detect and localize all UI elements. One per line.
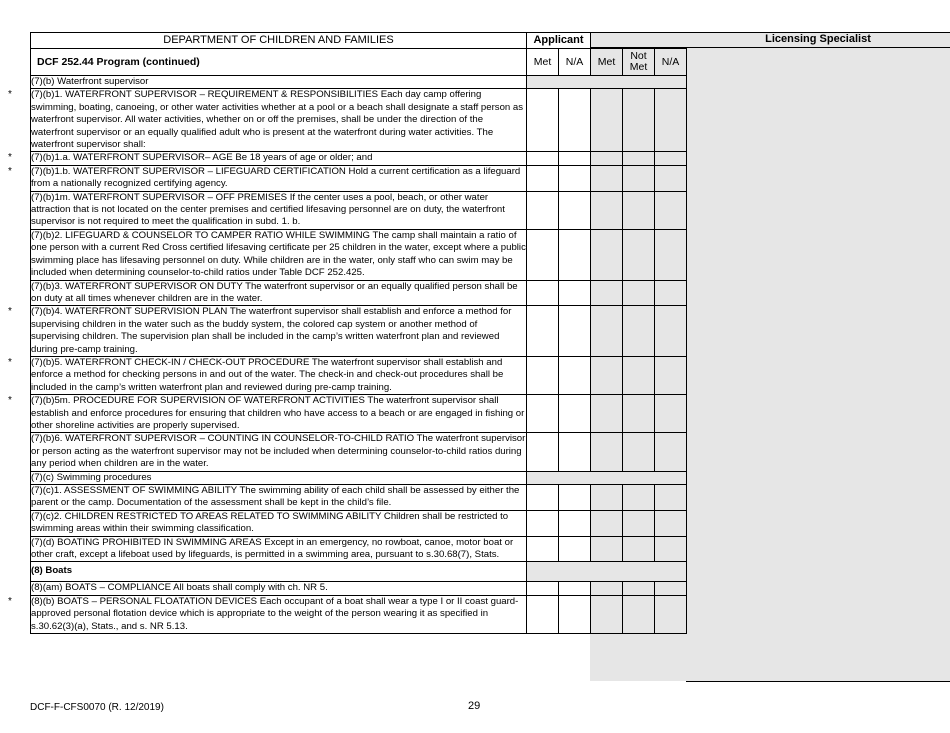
table-row bbox=[31, 536, 687, 562]
requirements-body bbox=[8, 76, 687, 634]
requirement-label: (8) Boats bbox=[31, 565, 73, 577]
met-specialist-cell[interactable] bbox=[591, 356, 623, 394]
requirement-text bbox=[8, 395, 527, 433]
na-specialist-cell[interactable] bbox=[655, 485, 687, 511]
requirement-text bbox=[31, 485, 527, 511]
required-asterisk: * bbox=[8, 306, 12, 318]
requirement-text bbox=[8, 152, 527, 165]
requirement-text bbox=[31, 471, 527, 484]
requirement-label: (8)(b) BOATS – PERSONAL FLOATATION DEVICES Each occupant of a boat shall wear a type I or II coast guard-approved personal flotation device which is appropriate to the weight of the person wearing it as specified in s.30.62(3)(a), Stats., and s. NR 5.13. bbox=[31, 595, 519, 632]
table-row bbox=[31, 229, 687, 280]
section-filler bbox=[527, 471, 687, 484]
requirement-text bbox=[8, 595, 527, 633]
requirement-label: (7)(b)1.a. WATERFRONT SUPERVISOR– AGE Be 18 years of age or older; and bbox=[31, 152, 373, 164]
na-applicant-cell[interactable] bbox=[559, 306, 591, 357]
not-met-specialist-cell[interactable] bbox=[623, 356, 655, 394]
table-row bbox=[31, 191, 687, 229]
met-applicant-cell[interactable] bbox=[527, 395, 559, 433]
table-row bbox=[31, 595, 687, 633]
na-specialist-cell[interactable] bbox=[655, 433, 687, 471]
met-applicant-cell[interactable] bbox=[527, 229, 559, 280]
na-applicant-cell[interactable] bbox=[559, 165, 591, 191]
met-applicant-cell[interactable] bbox=[527, 510, 559, 536]
requirement-text bbox=[31, 76, 527, 89]
na-specialist-cell[interactable] bbox=[655, 165, 687, 191]
requirement-text bbox=[8, 165, 527, 191]
program-heading: DCF 252.44 Program (continued) bbox=[31, 49, 527, 76]
required-asterisk: * bbox=[8, 356, 12, 368]
requirement-label: (7)(c) Swimming procedures bbox=[31, 471, 152, 483]
met-applicant-cell[interactable] bbox=[527, 89, 559, 152]
requirement-label: (7)(b) Waterfront supervisor bbox=[31, 76, 149, 87]
met-specialist-cell[interactable] bbox=[591, 280, 623, 306]
met-specialist-cell[interactable] bbox=[591, 595, 623, 633]
requirement-text bbox=[8, 306, 527, 357]
not-met-specialist-cell[interactable] bbox=[623, 152, 655, 165]
requirement-label: (7)(c)2. CHILDREN RESTRICTED TO AREAS RELATED TO SWIMMING ABILITY Children shall be restricted to swimming areas within their swimming classification. bbox=[31, 510, 509, 535]
table-row bbox=[31, 471, 687, 484]
na-specialist-cell[interactable] bbox=[655, 191, 687, 229]
table-row bbox=[31, 582, 687, 595]
met-specialist-cell[interactable] bbox=[591, 165, 623, 191]
table-row bbox=[31, 485, 687, 511]
na-applicant-cell[interactable] bbox=[559, 485, 591, 511]
na-applicant-cell[interactable] bbox=[559, 356, 591, 394]
requirement-label: (7)(b)1m. WATERFRONT SUPERVISOR – OFF PREMISES If the center uses a pool, beach, or other water attraction that is not located on the center premises and certified lifesaving personnel are on duty, the waterfront supervisor is not required to meet the qualification in subd. 1. b. bbox=[31, 191, 505, 228]
requirement-text bbox=[31, 562, 527, 582]
na-specialist-cell[interactable] bbox=[655, 582, 687, 595]
met-applicant-cell[interactable] bbox=[527, 191, 559, 229]
na-specialist-cell[interactable] bbox=[655, 152, 687, 165]
na-specialist-cell[interactable] bbox=[655, 536, 687, 562]
requirement-label: (7)(b)1.b. WATERFRONT SUPERVISOR – LIFEGUARD CERTIFICATION Hold a current certification as a lifeguard from a nationally recognized certifying agency. bbox=[31, 165, 521, 190]
na-specialist-cell[interactable] bbox=[655, 306, 687, 357]
na-applicant-cell[interactable] bbox=[559, 536, 591, 562]
na-specialist-cell[interactable] bbox=[655, 280, 687, 306]
not-met-specialist-cell[interactable] bbox=[623, 485, 655, 511]
requirement-text bbox=[31, 536, 527, 562]
required-asterisk: * bbox=[8, 152, 12, 164]
table-row bbox=[31, 510, 687, 536]
table-row bbox=[31, 76, 687, 89]
na-applicant-cell[interactable] bbox=[559, 229, 591, 280]
col-met-applicant: Met bbox=[527, 49, 559, 76]
not-met-specialist-cell[interactable] bbox=[623, 191, 655, 229]
na-applicant-cell[interactable] bbox=[559, 433, 591, 471]
na-applicant-cell[interactable] bbox=[559, 510, 591, 536]
requirement-text bbox=[31, 582, 527, 595]
met-specialist-cell[interactable] bbox=[591, 510, 623, 536]
na-specialist-cell[interactable] bbox=[655, 395, 687, 433]
requirement-label: (7)(c)1. ASSESSMENT OF SWIMMING ABILITY The swimming ability of each child shall be assessed by either the parent or the camp. Documentation of the assessment shall be kept in the child’s file. bbox=[31, 485, 520, 509]
not-met-specialist-cell[interactable] bbox=[623, 89, 655, 152]
table-row bbox=[31, 280, 687, 306]
requirement-label: (7)(b)1. WATERFRONT SUPERVISOR – REQUIREMENT & RESPONSIBILITIES Each day camp offering swimming, boating, canoeing, or other water activities whether at a pool or a beach shall designate a staff person as waterfront supervisor. All water activities, whether on or off the premises, shall be under the direction of the waterfront supervisor or an equally qualified adult who is present at the waterfront during water activities. The waterfront supervisor shall: bbox=[31, 89, 524, 151]
met-specialist-cell[interactable] bbox=[591, 306, 623, 357]
col-not-met-specialist: Not Met bbox=[623, 49, 655, 76]
requirement-label: (7)(b)4. WATERFRONT SUPERVISION PLAN The waterfront supervisor shall establish and enforce a method for supervising children in the water such as the buddy system, the colored cap system or another method of supervising children. The supervision plan shall be included in the camp’s written waterfront plan and reviewed during pre-camp training. bbox=[31, 306, 512, 355]
met-applicant-cell[interactable] bbox=[527, 536, 559, 562]
not-met-specialist-cell[interactable] bbox=[623, 582, 655, 595]
table-row bbox=[31, 395, 687, 433]
applicant-heading: Applicant bbox=[527, 33, 591, 49]
table-row bbox=[31, 562, 687, 582]
not-met-specialist-cell[interactable] bbox=[623, 306, 655, 357]
na-applicant-cell[interactable] bbox=[559, 89, 591, 152]
met-applicant-cell[interactable] bbox=[527, 280, 559, 306]
met-applicant-cell[interactable] bbox=[527, 595, 559, 633]
table-row bbox=[31, 165, 687, 191]
met-applicant-cell[interactable] bbox=[527, 582, 559, 595]
requirement-text bbox=[31, 191, 527, 229]
col-met-specialist: Met bbox=[591, 49, 623, 76]
requirement-text bbox=[8, 356, 527, 394]
na-specialist-cell[interactable] bbox=[655, 89, 687, 152]
met-applicant-cell[interactable] bbox=[527, 433, 559, 471]
specialist-rule bbox=[590, 47, 950, 48]
met-specialist-cell[interactable] bbox=[591, 433, 623, 471]
required-asterisk: * bbox=[8, 595, 12, 607]
not-met-specialist-cell[interactable] bbox=[623, 510, 655, 536]
requirement-text bbox=[31, 280, 527, 306]
met-specialist-cell[interactable] bbox=[591, 191, 623, 229]
requirement-text bbox=[31, 510, 527, 536]
na-specialist-cell[interactable] bbox=[655, 510, 687, 536]
requirement-label: (7)(b)5m. PROCEDURE FOR SUPERVISION OF WATERFRONT ACTIVITIES The waterfront supervisor shall establish and enforce procedures for ensuring that children who have access to a beach or are engaged in fishing or other shoreline activities are properly supervised. bbox=[31, 395, 525, 431]
na-specialist-cell[interactable] bbox=[655, 229, 687, 280]
not-met-specialist-cell[interactable] bbox=[623, 395, 655, 433]
required-asterisk: * bbox=[8, 89, 12, 101]
requirement-label: (7)(d) BOATING PROHIBITED IN SWIMMING AREAS Except in an emergency, no rowboat, canoe, motor boat or other craft, except a lifeboat used by lifeguards, is permitted in a swimming area, pursuant to s.30.68(7), Stats. bbox=[31, 536, 514, 561]
requirement-label: (7)(b)5. WATERFRONT CHECK-IN / CHECK-OUT PROCEDURE The waterfront supervisor shall establish and enforce a method for checking persons in and out of the water. The check-in and check-out procedures shall be included in the camp’s written waterfront plan and reviewed during pre-camp training. bbox=[31, 356, 504, 393]
requirement-label: (7)(b)3. WATERFRONT SUPERVISOR ON DUTY The waterfront supervisor or an equally qualified person shall be on duty at all times whenever children are in the water. bbox=[31, 280, 518, 304]
table-row bbox=[31, 89, 687, 152]
requirement-text bbox=[31, 433, 527, 471]
met-applicant-cell[interactable] bbox=[527, 306, 559, 357]
met-applicant-cell[interactable] bbox=[527, 485, 559, 511]
not-met-specialist-cell[interactable] bbox=[623, 536, 655, 562]
met-specialist-cell[interactable] bbox=[591, 395, 623, 433]
met-specialist-cell[interactable] bbox=[591, 485, 623, 511]
not-met-specialist-cell[interactable] bbox=[623, 280, 655, 306]
department-heading: DEPARTMENT OF CHILDREN AND FAMILIES bbox=[31, 33, 527, 49]
table-row bbox=[31, 356, 687, 394]
col-na-specialist: N/A bbox=[655, 49, 687, 76]
met-specialist-cell[interactable] bbox=[591, 229, 623, 280]
na-specialist-cell[interactable] bbox=[655, 595, 687, 633]
met-specialist-cell[interactable] bbox=[591, 89, 623, 152]
requirement-label: (7)(b)6. WATERFRONT SUPERVISOR – COUNTING IN COUNSELOR-TO-CHILD RATIO The waterfront supervisor or person acting as the waterfront supervisor may not be included when determining counselor-to-child ratios during any period when children are in the water. bbox=[31, 433, 526, 470]
checklist-table bbox=[8, 32, 687, 634]
table-row bbox=[31, 433, 687, 471]
na-applicant-cell[interactable] bbox=[559, 595, 591, 633]
na-applicant-cell[interactable] bbox=[559, 191, 591, 229]
not-met-specialist-cell[interactable] bbox=[623, 595, 655, 633]
section-filler bbox=[527, 562, 687, 582]
met-applicant-cell[interactable] bbox=[527, 356, 559, 394]
table-row bbox=[31, 306, 687, 357]
requirement-text bbox=[31, 229, 527, 280]
na-applicant-cell[interactable] bbox=[559, 152, 591, 165]
met-specialist-cell[interactable] bbox=[591, 152, 623, 165]
licensing-specialist-heading: Licensing Specialist bbox=[765, 33, 871, 45]
requirement-label: (7)(b)2. LIFEGUARD & COUNSELOR TO CAMPER RATIO WHILE SWIMMING The camp shall maintain a ratio of one person with a current Red Cross certified lifesaving certificate per 25 children in the water, except where a public swimming place has lifesaving personnel on duty. While children are in the water, only staff who can swim may be included when determining counselor-to-child ratios under Table DCF 252.425. bbox=[31, 229, 526, 279]
page-number: 29 bbox=[468, 700, 481, 712]
table-row bbox=[31, 152, 687, 165]
na-applicant-cell[interactable] bbox=[559, 280, 591, 306]
col-na-applicant: N/A bbox=[559, 49, 591, 76]
form-id: DCF-F-CFS0070 (R. 12/2019) bbox=[30, 702, 164, 713]
specialist-bottom-rule bbox=[686, 681, 950, 682]
not-met-specialist-cell[interactable] bbox=[623, 433, 655, 471]
met-applicant-cell[interactable] bbox=[527, 152, 559, 165]
requirement-text bbox=[8, 89, 527, 152]
na-specialist-cell[interactable] bbox=[655, 356, 687, 394]
met-applicant-cell[interactable] bbox=[527, 165, 559, 191]
met-specialist-cell[interactable] bbox=[591, 582, 623, 595]
section-filler bbox=[527, 76, 687, 89]
na-applicant-cell[interactable] bbox=[559, 582, 591, 595]
required-asterisk: * bbox=[8, 165, 12, 177]
met-specialist-cell[interactable] bbox=[591, 536, 623, 562]
na-applicant-cell[interactable] bbox=[559, 395, 591, 433]
required-asterisk: * bbox=[8, 395, 12, 407]
not-met-specialist-cell[interactable] bbox=[623, 165, 655, 191]
not-met-specialist-cell[interactable] bbox=[623, 229, 655, 280]
requirement-label: (8)(am) BOATS – COMPLIANCE All boats shall comply with ch. NR 5. bbox=[31, 582, 328, 594]
